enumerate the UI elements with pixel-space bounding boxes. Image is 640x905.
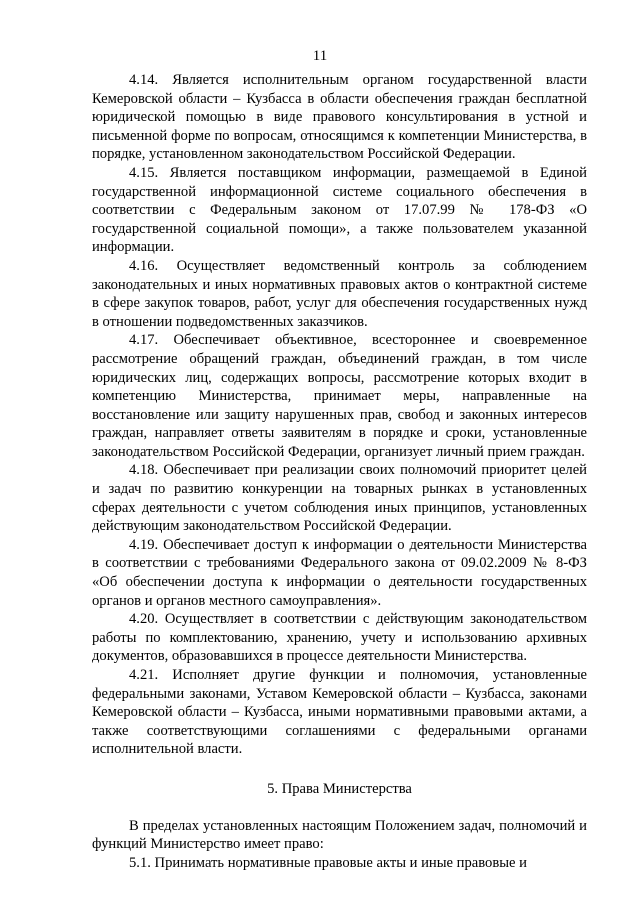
paragraph-4-18: 4.18. Обеспечивает при реализации своих полномочий приоритет целей и задач по развитию конкуренции на товарных рынках в установленных сферах деятельности с учетом соблюдения иных принципов, установленных действующим законодательством Российской Федерации. [92,462,587,535]
document-body [92,71,587,872]
paragraph-4-16: 4.16. Осуществляет ведомственный контроль за соблюдением законодательных и иных нормативных правовых актов о контрактной системе в сфере закупок товаров, работ, услуг для обеспечения государственных нужд в отношении подведомственных заказчиков. [92,257,587,330]
paragraph-4-21: 4.21. Исполняет другие функции и полномочия, установленные федеральными законами, Уставом Кемеровской области – Кузбасса, законами Кемеровской области – Кузбасса, иными нормативными правовыми актами, а также соответствующими соглашениями с федеральными органами исполнительной власти. [92,667,587,758]
paragraph-4-17: 4.17. Обеспечивает объективное, всестороннее и своевременное рассмотрение обращений граждан, объединений граждан, в том числе юридических лиц, содержащих вопросы, рассмотрение которых входит в компетенцию Министерства, принимает меры, направленные на восстановление или защиту нарушенных прав, свобод и законных интересов граждан, направляет ответы заявителям в порядке и сроки, установленные законодательством Российской Федерации, организует личный прием граждан. [92,332,587,460]
section-heading: 5. Права Министерства [267,780,412,797]
paragraph-4-19: 4.19. Обеспечивает доступ к информации о деятельности Министерства в соответствии с требованиями Федерального закона от 09.02.2009 № 8-ФЗ «Об обеспечении доступа к информации о деятельности государственных органов и органов местного самоуправления». [92,536,587,609]
paragraph-4-15: 4.15. Является поставщиком информации, размещаемой в Единой государственной информационной системе социального обеспечения в соответствии с Федеральным законом от 17.07.99 № 178-ФЗ «О государственной социальной помощи», а также пользователем указанной информации. [92,164,587,256]
paragraph-section-5-intro: В пределах установленных настоящим Положением задач, полномочий и функций Министерство имеет право: [92,817,587,853]
paragraph-5-1: 5.1. Принимать нормативные правовые акты и иные правовые и [129,854,527,871]
page-number: 11 [312,48,328,64]
paragraph-4-14: 4.14. Является исполнительным органом государственной власти Кемеровской области – Кузбасса в области обеспечения граждан бесплатной юридической помощью в виде правового консультирования в устной и письменной форме по вопросам, относящимся к компетенции Министерства, в порядке, установленном законодательством Российской Федерации. [92,72,587,163]
paragraph-4-20: 4.20. Осуществляет в соответствии с действующим законодательством работы по комплектованию, хранению, учету и использованию архивных документов, образовавшихся в процессе деятельности Министерства. [92,611,587,665]
